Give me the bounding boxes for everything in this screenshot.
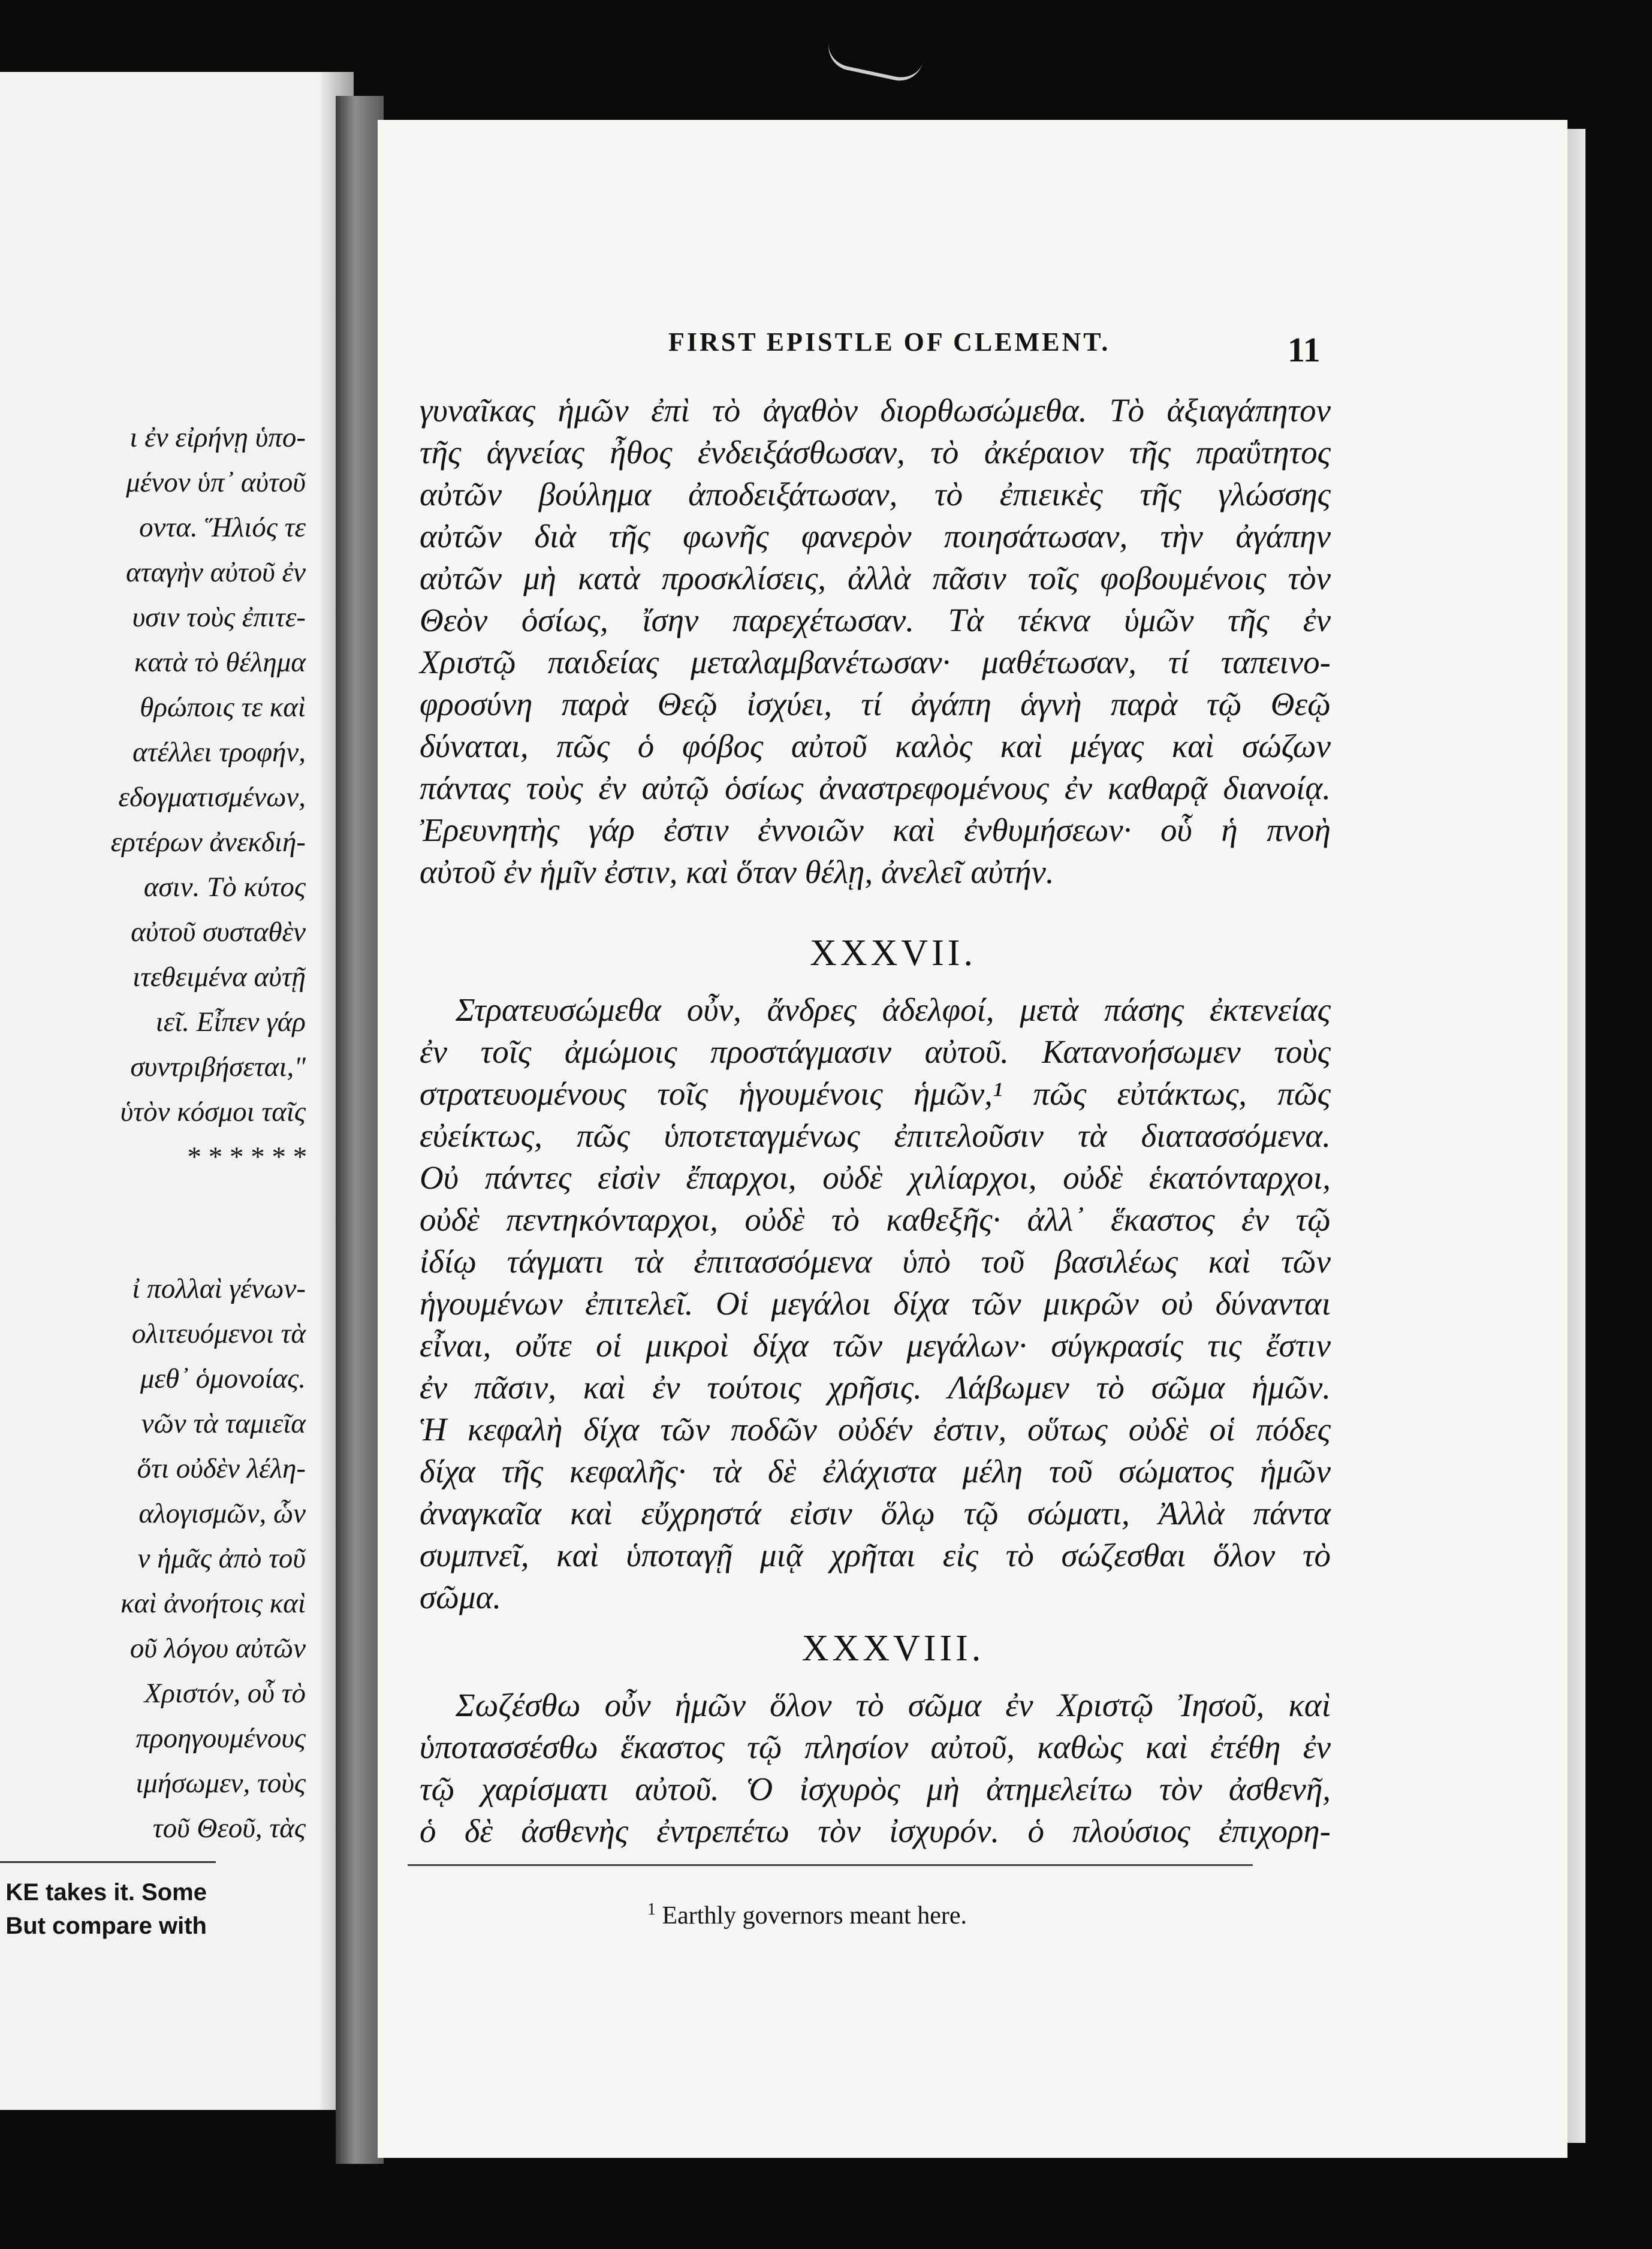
left-page-line: ατέλλει τροφήν,	[132, 737, 306, 768]
left-page-line: ιεῖ. Εἶπεν γάρ	[155, 1006, 306, 1038]
left-page-line: ασιν. Τὸ κύτος	[143, 872, 306, 903]
left-page-line: αὐτοῦ συσταθὲν	[131, 917, 306, 948]
scan-artifact	[824, 26, 926, 85]
left-page-line: ολιτευόμενοι τὰ	[131, 1318, 306, 1349]
footnote-mark: 1	[647, 1900, 656, 1919]
text-line: εἶναι, οὔτε οἱ μικροὶ δίχα τῶν μεγάλων· σύγκρασίς τις ἔστιν	[420, 1327, 1331, 1364]
left-page-line: ι ἐν εἰρήνῃ ὑπο-	[129, 422, 306, 453]
text-line: τῆς ἁγνείας ἦθος ἐνδειξάσθωσαν, τὸ ἀκέραιον τῆς πραΰτητος	[420, 434, 1331, 471]
text-line: ἡγουμένων ἐπιτελεῖ. Οἱ μεγάλοι δίχα τῶν μικρῶν οὐ δύνανται	[420, 1285, 1331, 1322]
left-page-line: ὅτι οὐδὲν λέλη-	[137, 1453, 306, 1484]
left-page-line: ιτεθειμένα αὐτῇ	[132, 961, 306, 993]
paragraph-1	[420, 390, 1331, 893]
section-heading-xxxviii: XXXVIII.	[801, 1628, 985, 1669]
left-page-line: συντριβήσεται,"	[130, 1051, 306, 1083]
left-page-line: νῶν τὰ ταμιεῖα	[141, 1408, 306, 1439]
text-line: εὐείκτως, πῶς ὑποτεταγμένως ἐπιτελοῦσιν τὰ διατασσόμενα.	[420, 1117, 1331, 1154]
left-footnote-line: KE takes it. Some	[5, 1879, 207, 1906]
text-line: πάντας τοὺς ἐν αὐτῷ ὁσίως ἀναστρεφομένους ἐν καθαρᾷ διανοίᾳ.	[420, 770, 1331, 806]
left-page-line: υσιν τοὺς ἐπιτε-	[132, 602, 306, 633]
left-page-line: αλογισμῶν, ὧν	[138, 1498, 306, 1529]
text-line: Στρατευσώμεθα οὖν, ἄνδρες ἀδελφοί, μετὰ πάσης ἐκτενείας	[456, 991, 1331, 1028]
paragraph-3	[420, 1684, 1331, 1852]
left-page-line: ιμήσωμεν, τοὺς	[135, 1768, 306, 1799]
footnote	[647, 1900, 967, 1930]
text-line: οὐδὲ πεντηκόνταρχοι, οὐδὲ τὸ καθεξῆς· ἀλλ᾽ ἕκαστος ἐν τῷ	[420, 1201, 1331, 1238]
text-line: ὁ δὲ ἀσθενὴς ἐντρεπέτω τὸν ἰσχυρόν. ὁ πλούσιος ἐπιχορη-	[420, 1813, 1331, 1849]
left-footnote-rule	[0, 1861, 216, 1863]
paragraph-2	[420, 989, 1331, 1618]
text-line: Οὐ πάντες εἰσὶν ἔπαρχοι, οὐδὲ χιλίαρχοι, οὐδὲ ἑκατόνταρχοι,	[420, 1159, 1331, 1196]
page-number: 11	[1288, 330, 1321, 369]
book-spine	[336, 96, 384, 2164]
text-line: ἀναγκαῖα καὶ εὔχρηστά εἰσιν ὅλῳ τῷ σώματι, Ἀλλὰ πάντα	[420, 1495, 1331, 1532]
left-page	[0, 72, 354, 2110]
text-line: Ἡ κεφαλὴ δίχα τῶν ποδῶν οὐδέν ἐστιν, οὕτως οὐδὲ οἱ πόδες	[420, 1411, 1331, 1448]
running-head: FIRST EPISTLE OF CLEMENT.	[668, 327, 1111, 357]
text-line: αὐτοῦ ἐν ἡμῖν ἐστιν, καὶ ὅταν θέλῃ, ἀνελεῖ αὐτήν.	[420, 854, 1054, 890]
footnote-text: Earthly governors meant here.	[662, 1902, 967, 1930]
text-line: συμπνεῖ, καὶ ὑποταγῇ μιᾷ χρῆται εἰς τὸ σώζεσθαι ὅλον τὸ	[420, 1537, 1331, 1573]
left-page-line: οντα. Ἥλιός τε	[139, 512, 306, 543]
left-page-line: μεθ᾽ ὁμονοίας.	[140, 1363, 306, 1394]
left-page-line: ἰ πολλαὶ γένων-	[132, 1273, 306, 1304]
text-line: δύναται, πῶς ὁ φόβος αὐτοῦ καλὸς καὶ μέγας καὶ σώζων	[420, 728, 1331, 764]
text-line: φροσύνη παρὰ Θεῷ ἰσχύει, τί ἀγάπη ἁγνὴ παρὰ τῷ Θεῷ	[420, 686, 1331, 722]
left-page-line: εδογματισμένων,	[118, 782, 306, 813]
left-page-line: θρώποις τε καὶ	[140, 692, 306, 723]
text-line: Ἐρευνητὴς γάρ ἐστιν ἐννοιῶν καὶ ἐνθυμήσεων· οὗ ἡ πνοὴ	[420, 812, 1331, 848]
left-page-line: προηγουμένους	[135, 1723, 306, 1754]
left-footnote-line: But compare with	[5, 1913, 207, 1939]
left-page-line: μένον ὑπ᾽ αὐτοῦ	[126, 467, 306, 498]
left-page-asterisks: * * * * * *	[186, 1141, 306, 1172]
text-line: ὑποτασσέσθω ἕκαστος τῷ πλησίον αὐτοῦ, καθὼς καὶ ἐτέθη ἐν	[420, 1729, 1331, 1765]
page-edge	[1567, 129, 1585, 2143]
text-line: Θεὸν ὁσίως, ἴσην παρεχέτωσαν. Τὰ τέκνα ὑμῶν τῆς ἐν	[420, 602, 1331, 638]
text-line: σῶμα.	[420, 1579, 502, 1615]
text-line: τῷ χαρίσματι αὐτοῦ. Ὁ ἰσχυρὸς μὴ ἀτημελείτω τὸν ἀσθενῆ,	[420, 1771, 1331, 1807]
left-page-line: ν ἡμᾶς ἀπὸ τοῦ	[137, 1543, 306, 1574]
left-page-line: Χριστόν, οὗ τὸ	[144, 1678, 306, 1709]
text-line: δίχα τῆς κεφαλῆς· τὰ δὲ ἐλάχιστα μέλη τοῦ σώματος ἡμῶν	[420, 1453, 1331, 1490]
text-line: ἐν πᾶσιν, καὶ ἐν τούτοις χρῆσις. Λάβωμεν τὸ σῶμα ἡμῶν.	[420, 1369, 1331, 1406]
text-line: Χριστῷ παιδείας μεταλαμβανέτωσαν· μαθέτωσαν, τί ταπεινο-	[420, 644, 1331, 680]
left-page-line: οῦ λόγου αὐτῶν	[129, 1633, 306, 1664]
text-line: αὐτῶν διὰ τῆς φωνῆς φανερὸν ποιησάτωσαν, τὴν ἀγάπην	[420, 518, 1331, 554]
left-page-line: καὶ ἀνοήτοις καὶ	[120, 1588, 306, 1619]
text-line: στρατευομένους τοῖς ἡγουμένοις ἡμῶν,¹ πῶς εὐτάκτως, πῶς	[420, 1075, 1331, 1112]
text-line: Σωζέσθω οὖν ἡμῶν ὅλον τὸ σῶμα ἐν Χριστῷ Ἰησοῦ, καὶ	[456, 1687, 1331, 1723]
left-page-line: κατὰ τὸ θέλημα	[134, 647, 306, 678]
left-page-line: τοῦ Θεοῦ, τὰς	[152, 1813, 306, 1844]
text-line: ἰδίῳ τάγματι τὰ ἐπιτασσόμενα ὑπὸ τοῦ βασιλέως καὶ τῶν	[420, 1243, 1331, 1280]
text-line: γυναῖκας ἡμῶν ἐπὶ τὸ ἀγαθὸν διορθωσώμεθα. Τὸ ἀξιαγάπητον	[420, 392, 1331, 429]
section-heading-xxxvii: XXXVII.	[810, 933, 976, 973]
left-page-line: αταγὴν αὐτοῦ ἐν	[126, 557, 306, 588]
text-line: αὐτῶν μὴ κατὰ προσκλίσεις, ἀλλὰ πᾶσιν τοῖς φοβουμένοις τὸν	[420, 560, 1331, 596]
text-line: ἐν τοῖς ἀμώμοις προστάγμασιν αὐτοῦ. Κατανοήσωμεν τοὺς	[420, 1033, 1331, 1070]
footnote-rule	[408, 1864, 1253, 1866]
left-page-line: ὑτὸν κόσμοι ταῖς	[120, 1096, 306, 1127]
left-page-line: ερτέρων ἀνεκδιή-	[110, 827, 306, 858]
text-line: αὐτῶν βούλημα ἀποδειξάτωσαν, τὸ ἐπιεικὲς τῆς γλώσσης	[420, 476, 1331, 512]
